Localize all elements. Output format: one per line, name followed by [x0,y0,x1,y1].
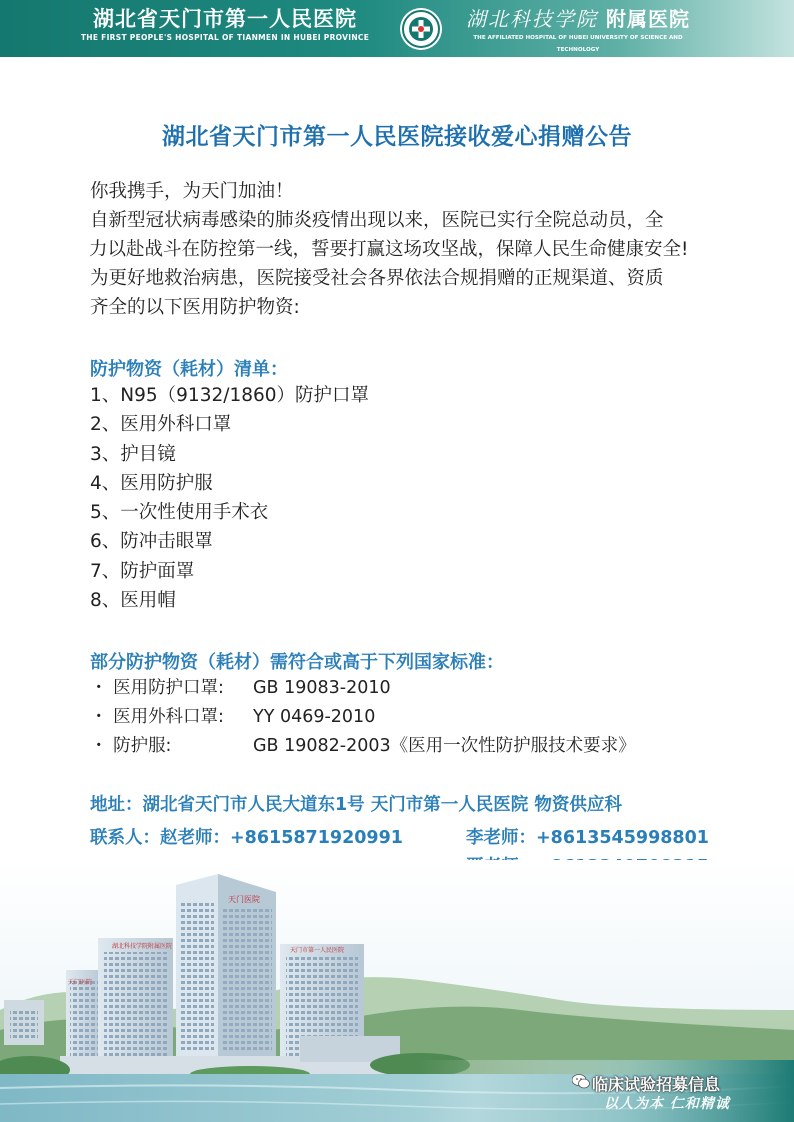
list-item: 1、N95（9132/1860）防护口罩 [90,385,370,406]
list-item: 7、防护面罩 [90,560,195,582]
intro-greeting: 你我携手，为天门加油！ [90,181,294,202]
intro-para-3-line-1: 为更好地救治病患，医院接受社会各界依法合规捐赠的正规渠道、资质 [90,268,664,289]
standard-code: YY 0469-2010 [253,707,376,727]
supplies-heading: 防护物资（耗材）清单： [90,359,288,380]
list-item: 6、防冲击眼罩 [90,531,213,553]
contact-zhao: 赵老师：+8615871920991 [160,828,403,848]
affiliated-name-block [458,6,698,56]
standard-code: GB 19082-2003《医用一次性防护服技术要求》 [253,736,636,756]
hospital-slogan: 以人为本 仁和精诚 [604,1096,730,1112]
affiliated-hospital: 附属医院 [605,7,690,31]
list-item: 8、医用帽 [90,590,176,612]
building-sign-left: 天门医院 [68,980,93,986]
standard-item: ・ 医用防护口罩: [90,678,224,698]
hospital-emblem-icon [399,7,443,51]
building-sign-right: 天门市第一人民医院 [290,948,345,954]
address-line: 地址：湖北省天门市人民大道东1号 天门市第一人民医院 物资供应科 [90,795,622,815]
standard-code: GB 19083-2010 [253,678,391,698]
standard-item: ・ 医用外科口罩: [90,707,224,727]
supplies-list [90,381,369,615]
affiliated-university: 湖北科技学院 [466,7,599,31]
list-item: 3、护目镜 [90,443,176,465]
notice-title: 湖北省天门市第一人民医院接收爱心捐赠公告 [162,124,632,150]
intro-para-2-line-2: 力以赴战斗在防控第一线，誓要打赢这场攻坚战，保障人民生命健康安全! [89,239,689,260]
standards-heading: 部分防护物资（耗材）需符合或高于下列国家标准： [90,652,504,673]
wechat-icon [572,1074,590,1089]
contact-li: 李老师：+8613545998801 [466,828,709,848]
contact-label-zhao [90,824,403,849]
list-item: 5、一次性使用手术衣 [90,502,269,524]
list-item: 2、医用外科口罩 [90,414,232,436]
standard-item: ・ 防护服: [90,736,172,756]
header-banner [0,0,794,57]
building-sign-tower: 天门医院 [228,895,260,904]
intro-para-2-line-1: 自新型冠状病毒感染的肺炎疫情出现以来，医院已实行全院总动员，全 [90,210,664,231]
building-sign-affiliated: 湖北科技学院附属医院 [112,944,173,950]
affiliated-name-cn [458,6,698,32]
hospital-name-en: THE FIRST PEOPLE'S HOSPITAL OF TIANMEN IN HUBEI PROVINCE [80,33,370,42]
affiliated-name-en: THE AFFILIATED HOSPITAL OF HUBEI UNIVERSITY OF SCIENCE AND TECHNOLOGY [473,35,683,53]
contact-label: 联系人： [90,828,160,848]
hospital-name-cn: 湖北省天门市第一人民医院 [93,7,357,31]
watermark-text: 临床试验招募信息 [592,1075,721,1094]
notice-intro [90,177,730,322]
intro-para-3-line-2: 齐全的以下医用防护物资: [90,297,300,318]
hospital-name-block [60,6,390,44]
list-item: 4、医用防护服 [90,472,213,494]
